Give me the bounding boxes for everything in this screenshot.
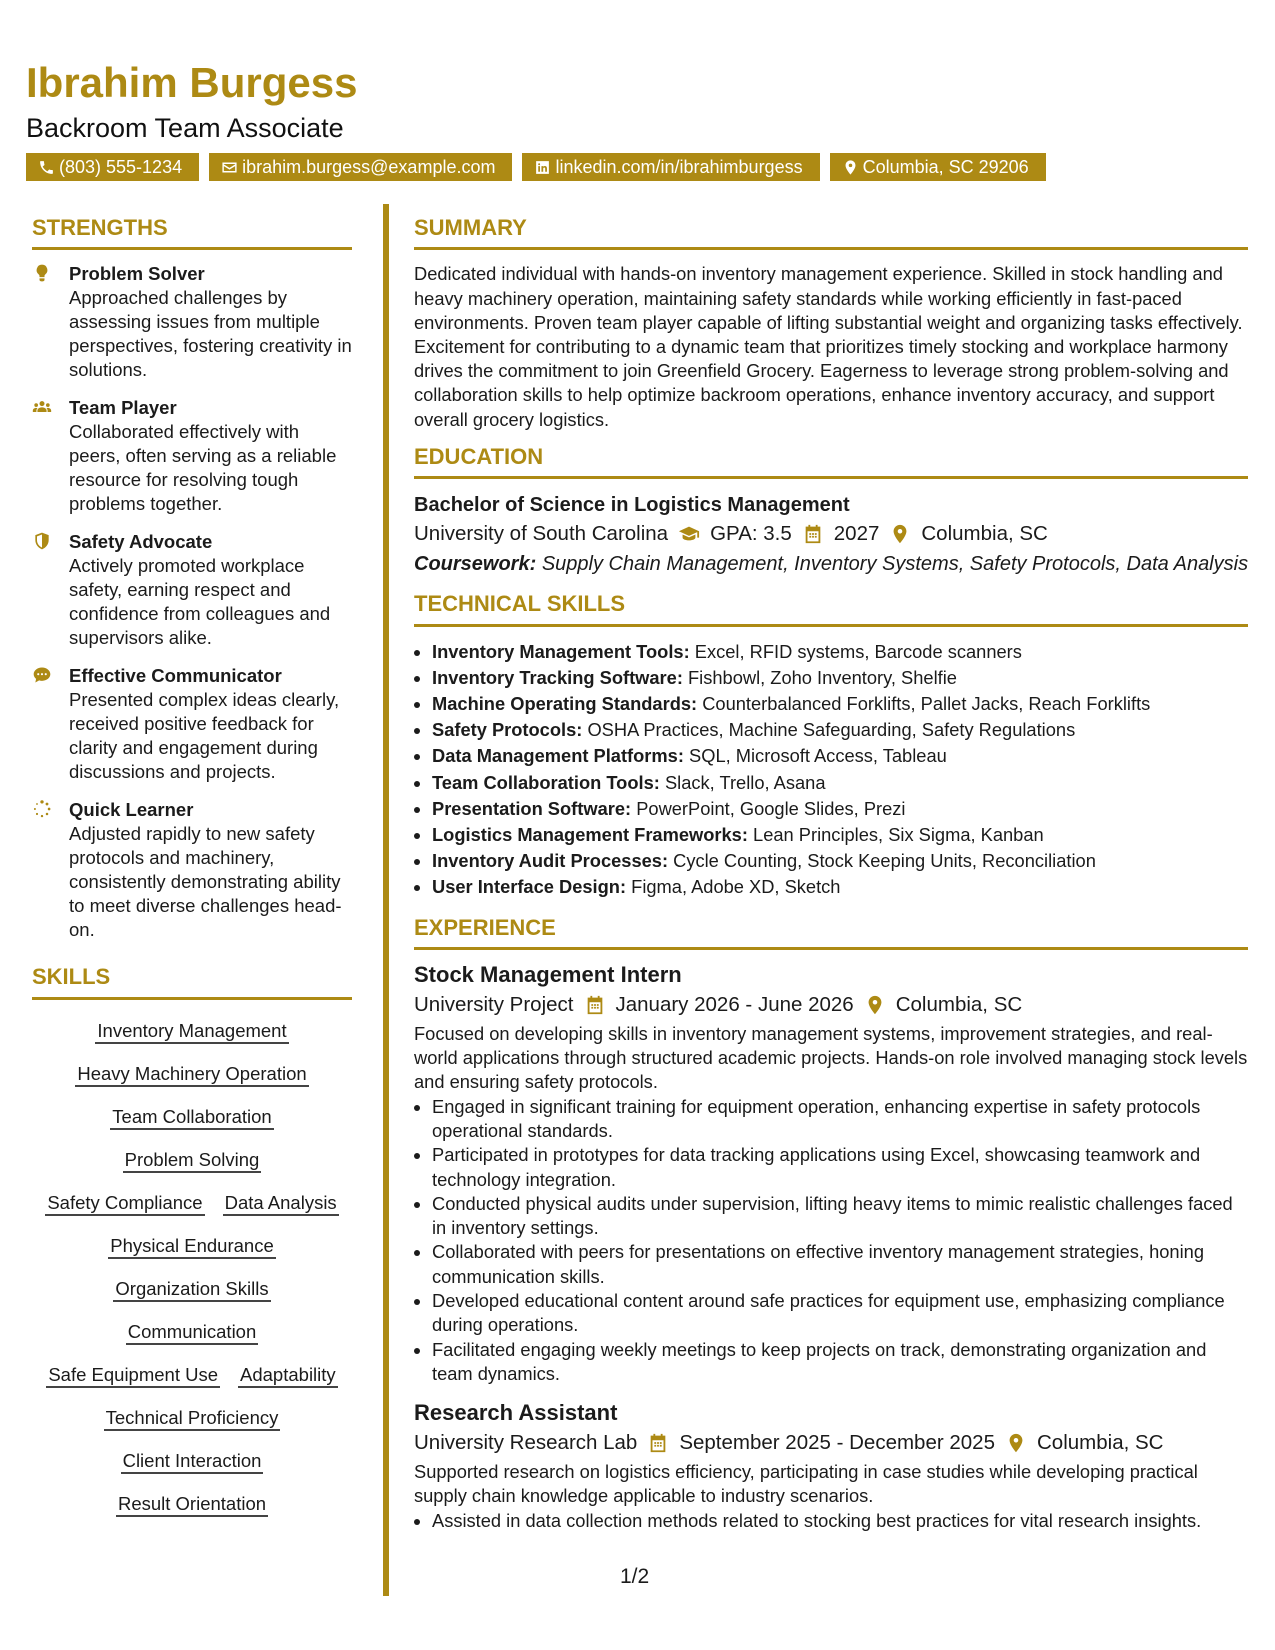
list-item [432,822,1248,848]
strength-desc: Approached challenges by assessing issues from multiple perspectives, fostering creativity in solutions. [69,287,352,381]
coursework [414,549,1248,579]
list-item [432,639,1248,665]
list-item [432,770,1248,796]
tech-skill-value: SQL, Microsoft Access, Tableau [689,745,947,767]
skills-list [32,1016,352,1517]
graduation-year: 2027 [833,522,880,546]
job-bullets [414,1095,1248,1387]
tech-skill-label: Logistics Management Frameworks: [432,824,748,846]
tech-skill-label: Inventory Tracking Software: [432,666,683,688]
skill-tag: Team Collaboration [110,1105,273,1130]
skill-tag: Physical Endurance [108,1234,276,1259]
skill-tag: Data Analysis [223,1191,339,1216]
contact-email[interactable] [209,153,512,181]
list-item: • Engaged in significant training for equipment operation, enhancing expertise in safety protocols operational standards. [432,1095,1248,1144]
strength-item [32,798,352,942]
tech-skill-label: Inventory Audit Processes: [432,850,669,872]
job-org: University Research Lab [414,1431,638,1455]
strength-desc: Presented complex ideas clearly, received positive feedback for clarity and engagement during discussions and projects. [69,689,340,783]
contact-phone-text: (803) 555-1234 [59,157,183,177]
job-title: Research Assistant [414,1400,618,1426]
summary-heading: SUMMARY [414,215,1248,250]
map-pin-icon [889,523,911,545]
right-column [414,215,1248,1545]
list-item [432,874,1248,900]
tech-skill-value: Excel, RFID systems, Barcode scanners [694,640,1022,662]
job-dates: January 2026 - June 2026 [615,993,854,1017]
education-meta [414,519,1248,549]
tech-skill-value: Slack, Trello, Asana [664,771,826,793]
job-description: Supported research on logistics efficiency, participating in case studies while developing practical supply chain knowledge applicable to industry scenarios. [414,1461,1198,1507]
contact-linkedin[interactable] [522,153,819,181]
contact-phone[interactable] [26,153,199,181]
list-item: • Conducted physical audits under supervision, lifting heavy items to mimic realistic challenges faced in inventory settings. [432,1192,1248,1241]
job-dates: September 2025 - December 2025 [679,1431,995,1455]
graduation-cap-icon [678,523,700,545]
tech-skill-label: Team Collaboration Tools: [432,771,660,793]
tech-skill-label: Inventory Management Tools: [432,640,690,662]
tech-skill-value: OSHA Practices, Machine Safeguarding, Safety Regulations [587,719,1076,741]
coursework-label: Coursework: [414,553,537,576]
job-org: University Project [414,993,574,1017]
map-pin-icon [842,159,859,176]
strength-title: Safety Advocate [69,531,213,553]
candidate-title: Backroom Team Associate [26,113,344,143]
skill-tag: Organization Skills [113,1277,270,1302]
linkedin-icon [534,159,551,176]
list-item [432,743,1248,769]
calendar-icon [802,523,824,545]
spinner-icon [32,799,52,819]
tech-skill-value: Fishbowl, Zoho Inventory, Shelfie [688,666,957,688]
technical-skills-heading: TECHNICAL SKILLS [414,591,1248,626]
skill-tag: Heavy Machinery Operation [75,1062,308,1087]
lightbulb-icon [32,263,52,283]
job-location: Columbia, SC [1037,1431,1164,1455]
page-number: 1/2 [620,1565,650,1588]
strength-title: Quick Learner [69,799,194,821]
education-heading: EDUCATION [414,444,1248,479]
tech-skill-label: Safety Protocols: [432,719,583,741]
summary-text: Dedicated individual with hands-on inventory management experience. Skilled in stock handling and heavy machinery operation, maintaining safety standards while working efficiently in fast-paced environments. Proven team player capable of lifting substantial weight and organizing tasks effectively. Excitement for contributing to a dynamic team that prioritizes timely stocking and workplace harmony drives the commitment to join Greenfield Grocery. Eagerness to leverage strong problem-solving and collaboration skills to help optimize backroom operations, enhance inventory accuracy, and support overall grocery logistics. [414,263,1243,430]
left-column [32,215,352,1517]
strength-desc: Adjusted rapidly to new safety protocols and machinery, consistently demonstrating ability to meet diverse challenges head-on. [69,823,342,941]
skill-tag: Safe Equipment Use [46,1363,220,1388]
skill-tag: Problem Solving [123,1148,262,1173]
tech-skill-label: Machine Operating Standards: [432,693,698,714]
list-item [432,717,1248,743]
tech-skill-label: User Interface Design: [432,876,627,898]
contact-location [830,153,1046,181]
list-item: • Developed educational content around safe practices for equipment use, emphasizing compliance during operations. [432,1289,1248,1338]
phone-icon [38,159,55,176]
strength-item [32,262,352,382]
list-item: • Participated in prototypes for data tracking applications using Excel, showcasing teamwork and technology integration. [432,1143,1248,1192]
calendar-icon [647,1432,669,1454]
calendar-icon [584,994,606,1016]
list-item [432,796,1248,822]
skill-tag: Communication [126,1320,259,1345]
candidate-name: Ibrahim Burgess [26,59,358,106]
column-divider [383,204,389,1596]
envelope-icon [221,159,238,176]
list-item: • Assisted in data collection methods related to stocking best practices for vital research insights. [432,1509,1248,1533]
job-meta [414,990,1248,1020]
contact-email-text: ibrahim.burgess@example.com [242,157,496,177]
experience-heading: EXPERIENCE [414,915,1248,950]
contact-linkedin-text: linkedin.com/in/ibrahimburgess [555,157,803,177]
tech-skill-label: Presentation Software: [432,797,632,819]
skill-tag: Inventory Management [95,1019,288,1044]
strength-item [32,664,352,784]
users-icon [32,397,52,417]
skill-tag: Result Orientation [116,1492,268,1517]
job-title: Stock Management Intern [414,962,682,988]
map-pin-icon [1005,1432,1027,1454]
school-name: University of South Carolina [414,522,669,546]
job-meta [414,1428,1248,1458]
skills-heading: SKILLS [32,964,352,999]
list-item [432,848,1248,874]
strength-desc: Collaborated effectively with peers, often serving as a reliable resource for resolving tough problems together. [69,421,337,515]
tech-skill-value: Cycle Counting, Stock Keeping Units, Reconciliation [673,850,1096,872]
job-entry [414,960,1248,1386]
skill-tag: Safety Compliance [45,1191,204,1216]
strength-desc: Actively promoted workplace safety, earning respect and confidence from colleagues and supervisors alike. [69,555,331,649]
skill-tag: Technical Proficiency [104,1406,281,1431]
gpa: GPA: 3.5 [710,522,792,546]
list-item: • Facilitated engaging weekly meetings to keep projects on track, demonstrating organization and team dynamics. [432,1338,1248,1387]
tech-skill-value: Figma, Adobe XD, Sketch [631,876,841,898]
map-pin-icon [864,994,886,1016]
job-bullets [414,1509,1248,1533]
coursework-list: Supply Chain Management, Inventory Systems, Safety Protocols, Data Analysis [541,553,1249,576]
job-location: Columbia, SC [895,993,1023,1017]
technical-skills-list [414,639,1248,901]
education-location: Columbia, SC [921,522,1048,546]
skill-tag: Adaptability [238,1363,338,1388]
strength-item [32,396,352,516]
strength-title: Team Player [69,397,177,419]
strength-title: Effective Communicator [69,665,282,687]
job-description: Focused on developing skills in inventory management systems, improvement strategies, and real-world applications through structured academic projects. Hands-on role involved managing stock levels and ensuring safety protocols. [414,1023,1248,1093]
contact-bar [26,153,1046,181]
job-entry [414,1398,1248,1533]
list-item: • Collaborated with peers for presentations on effective inventory management strategies, honing communication skills. [432,1240,1248,1289]
tech-skill-value: Lean Principles, Six Sigma, Kanban [753,824,1044,846]
tech-skill-value: PowerPoint, Google Slides, Prezi [636,797,906,819]
shield-icon [32,531,52,551]
skill-tag: Client Interaction [121,1449,264,1474]
contact-location-text: Columbia, SC 29206 [862,157,1029,177]
strengths-heading: STRENGTHS [32,215,352,250]
strength-item [32,530,352,650]
strength-title: Problem Solver [69,263,205,285]
list-item [432,691,1248,717]
tech-skill-value: Counterbalanced Forklifts, Pallet Jacks, Reach Forklifts [702,693,1151,714]
comment-icon [32,665,52,685]
tech-skill-label: Data Management Platforms: [432,745,684,767]
list-item [432,665,1248,691]
degree-title: Bachelor of Science in Logistics Management [414,494,850,517]
